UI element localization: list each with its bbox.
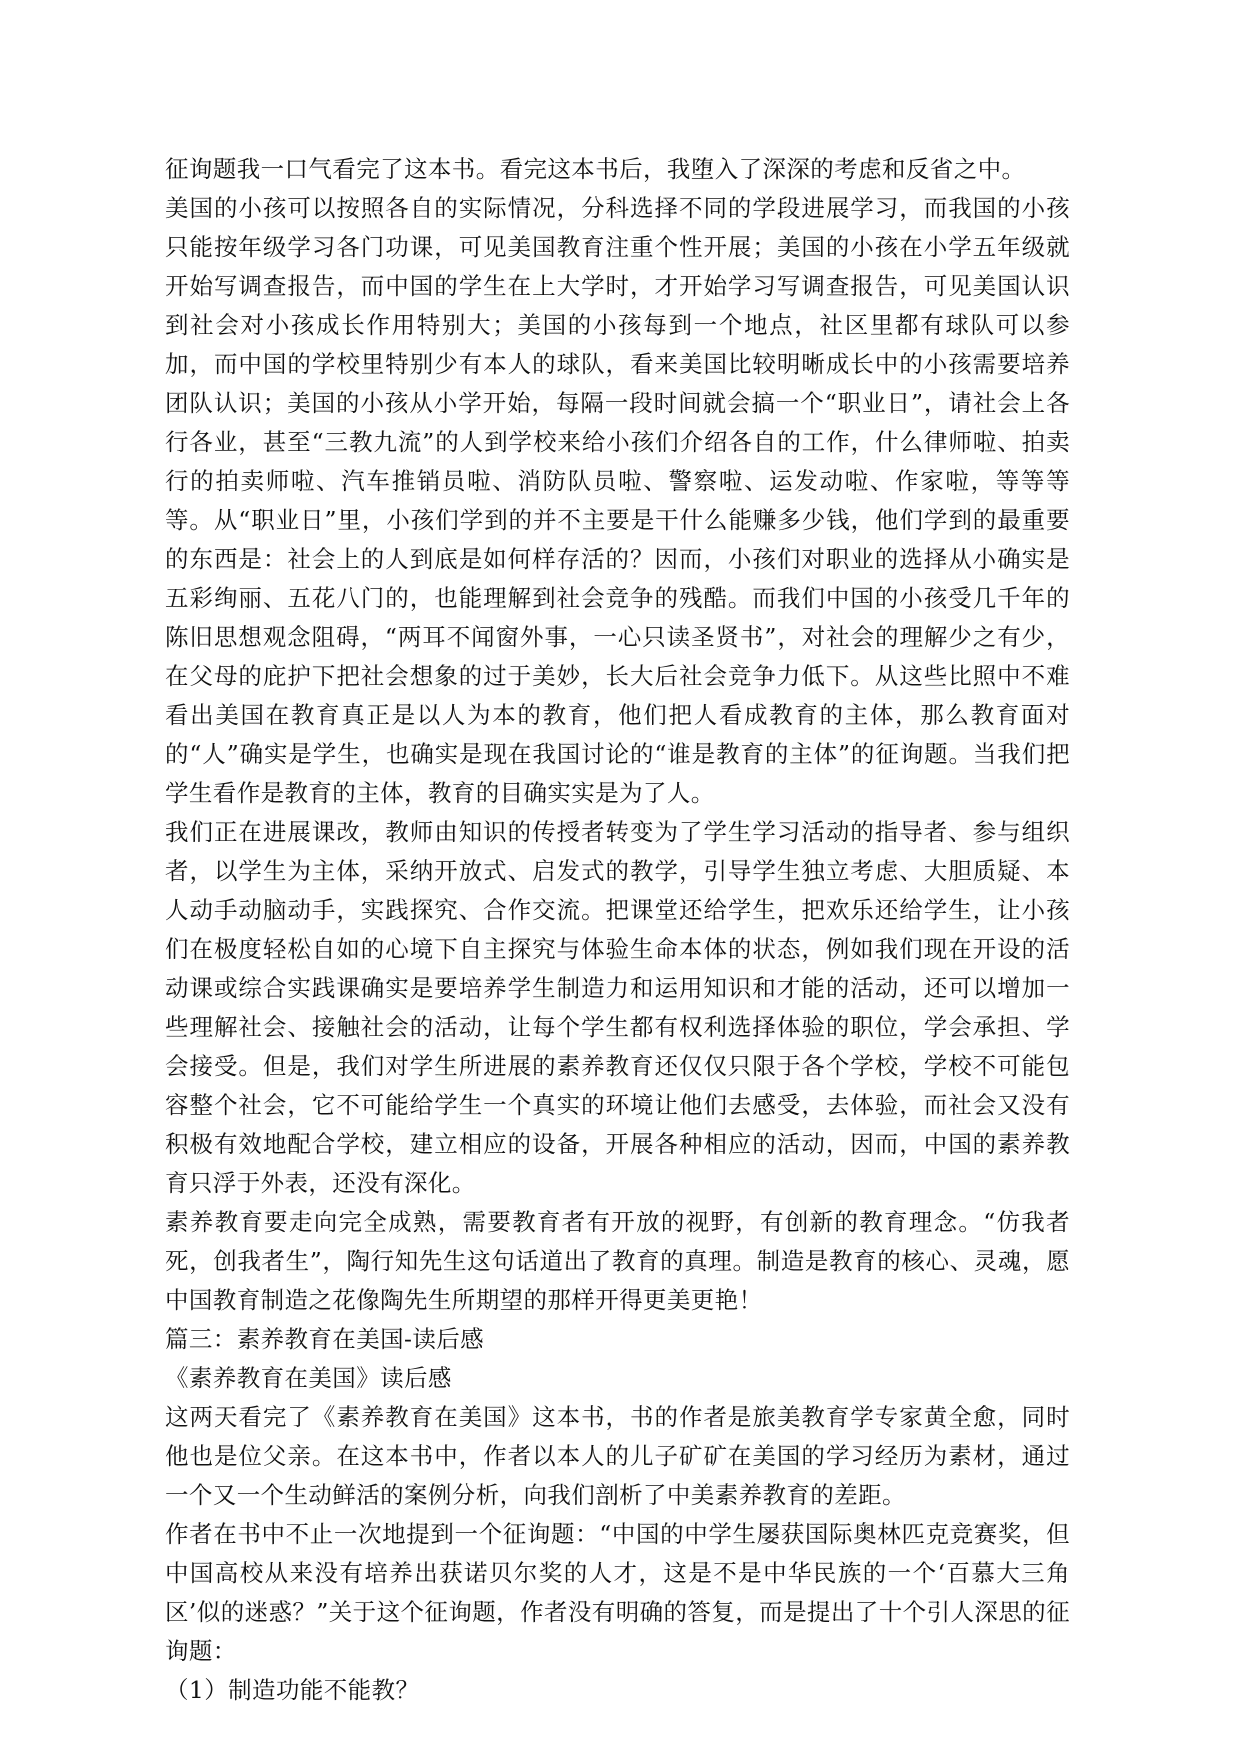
document-body bbox=[165, 150, 1070, 1710]
paragraph-question: 作者在书中不止一次地提到一个征询题：“中国的中学生屡获国际奥林匹克竞赛奖，但中国高校从来没有培养出获诺贝尔奖的人才，这是不是中华民族的一个‘百慕大三角区’似的迷惑？”关于这个征询题，作者没有明确的答复，而是提出了十个引人深思的征询题： bbox=[165, 1520, 1070, 1665]
paragraph-us-children: 美国的小孩可以按照各自的实际情况，分科选择不同的学段进展学习，而我国的小孩只能按年级学习各门功课，可见美国教育注重个性开展；美国的小孩在小学五年级就开始写调查报告，而中国的学生在上大学时，才开始学习写调查报告，可见美国认识到社会对小孩成长作用特别大；美国的小孩每到一个地点，社区里都有球队可以参加，而中国的学校里特别少有本人的球队，看来美国比较明晰成长中的小孩需要培养团队认识；美国的小孩从小学开始，每隔一段时间就会搞一个“职业日”，请社会上各行各业，甚至“三教九流”的人到学校来给小孩们介绍各自的工作，什么律师啦、拍卖行的拍卖师啦、汽车推销员啦、消防队员啦、警察啦、运发动啦、作家啦，等等等等。从“职业日”里，小孩们学到的并不主要是干什么能赚多少钱，他们学到的最重要的东西是：社会上的人到底是如何样存活的？因而，小孩们对职业的选择从小确实是五彩绚丽、五花八门的，也能理解到社会竞争的残酷。而我们中国的小孩受几千年的陈旧思想观念阻碍，“两耳不闻窗外事，一心只读圣贤书”，对社会的理解少之有少，在父母的庇护下把社会想象的过于美妙，长大后社会竞争力低下。从这些比照中不难看出美国在教育真正是以人为本的教育，他们把人看成教育的主体，那么教育面对的“人”确实是学生，也确实是现在我国讨论的“谁是教育的主体”的征询题。当我们把学生看作是教育的主体，教育的目确实实是为了人。 bbox=[165, 194, 1070, 807]
paragraph-curriculum-reform: 我们正在进展课改，教师由知识的传授者转变为了学生学习活动的指导者、参与组织者，以学生为主体，采纳开放式、启发式的教学，引导学生独立考虑、大胆质疑、本人动手动脑动手，实践探究、合作交流。把课堂还给学生，把欢乐还给学生，让小孩们在极度轻松自如的心境下自主探究与体验生命本体的状态，例如我们现在开设的活动课或综合实践课确实是要培养学生制造力和运用知识和才能的活动，还可以增加一些理解社会、接触社会的活动，让每个学生都有权利选择体验的职位，学会承担、学会接受。但是，我们对学生所进展的素养教育还仅仅只限于各个学校，学校不可能包容整个社会，它不可能给学生一个真实的环境让他们去感受，去体验，而社会又没有积极有效地配合学校，建立相应的设备，开展各种相应的活动，因而，中国的素养教育只浮于外表，还没有深化。 bbox=[165, 818, 1070, 1197]
paragraph-conclusion: 素养教育要走向完全成熟，需要教育者有开放的视野，有创新的教育理念。“仿我者死，创我者生”，陶行知先生这句话道出了教育的真理。制造是教育的核心、灵魂，愿中国教育制造之花像陶先生所期望的那样开得更美更艳！ bbox=[165, 1208, 1070, 1314]
section-heading: 篇三：素养教育在美国-读后感 bbox=[165, 1325, 485, 1353]
section-subheading: 《素养教育在美国》读后感 bbox=[165, 1364, 452, 1392]
paragraph-book-intro: 这两天看完了《素养教育在美国》这本书，书的作者是旅美教育学专家黄全愈，同时他也是位父亲。在这本书中，作者以本人的儿子矿矿在美国的学习经历为素材，通过一个又一个生动鲜活的案例分析，向我们剖析了中美素养教育的差距。 bbox=[165, 1403, 1070, 1509]
list-item-question-1: （1）制造功能不能教？ bbox=[165, 1676, 420, 1704]
paragraph-intro-end: 征询题我一口气看完了这本书。看完这本书后，我堕入了深深的考虑和反省之中。 bbox=[165, 155, 1026, 183]
